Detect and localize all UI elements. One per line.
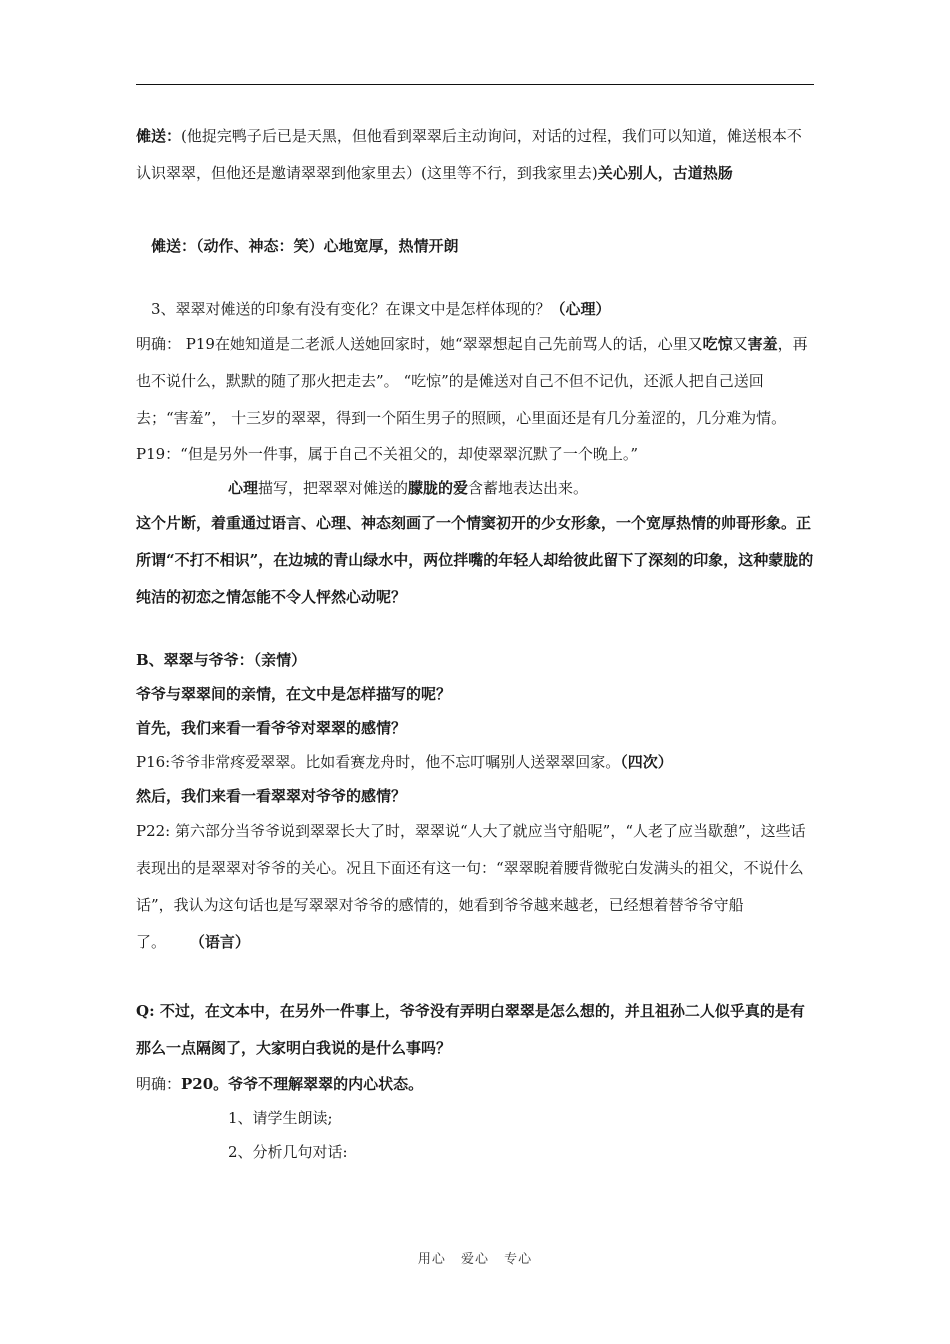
header-rule xyxy=(136,84,814,85)
paragraph-p19-quote: P19：“但是另外一件事，属于自己不关祖父的，却使翠翠沉默了一个晚上。” xyxy=(136,445,639,463)
paragraph-nuosong-2: 傩送：（动作、神态：笑）心地宽厚，热情开朗 xyxy=(151,237,459,255)
paragraph-summary: 这个片断，着重通过语言、心理、神态刻画了一个情窦初开的少女形象，一个宽厚热情的帅哥形象。正所谓“不打不相识”，在边城的青山绿水中，两位拌嘴的年轻人却给彼此留下了深刻的印象，这种蒙胧的纯洁的初恋之情怎能不令人怦然心动呢？ xyxy=(136,514,814,606)
footer-text-2: 爱心 xyxy=(460,1252,489,1267)
paragraph-p22: P22: 第六部分当爷爷说到翠翠长大了时，翠翠说“人大了就应当守船呢”，“人老了应当歇憩”，这些话表现出的是翠翠对爷爷的关心。况且下面还有这一句：“翠翠睨着腰背微驼白发满头的祖父，不说什么话”，我认为这句话也是写翠翠对爷爷的感情的，她看到爷爷越来越老，已经想着替爷爷守船了。 （语言） xyxy=(136,822,806,951)
section-heading-b: B、翠翠与爷爷：（亲情） xyxy=(136,651,307,669)
paragraph-nuosong-1: 傩送：(他捉完鸭子后已是天黑，但他看到翠翠后主动询问，对话的过程，我们可以知道，傩送根本不认识翠翠，但他还是邀请翠翠到他家里去）(这里等不行，到我家里去)关心别人，古道热肠 xyxy=(136,127,802,182)
page-footer xyxy=(0,1248,950,1267)
paragraph-p20: 明确：P20。爷爷不理解翠翠的内心状态。 xyxy=(136,1075,424,1093)
list-item-2: 2、分析几句对话: xyxy=(228,1143,348,1161)
question-cuicui-feeling: 然后，我们来看一看翠翠对爷爷的感情？ xyxy=(136,787,407,805)
question-q: Q: 不过，在文本中，在另外一件事上，爷爷没有弄明白翠翠是怎么想的，并且祖孙二人似乎真的是有那么一点隔阂了，大家明白我说的是什么事吗？ xyxy=(136,1002,805,1057)
footer-text-1: 用心 xyxy=(417,1252,446,1267)
document-body xyxy=(136,118,816,1169)
paragraph-answer-p19: 明确： P19在她知道是二老派人送她回家时，她“翠翠想起自己先前骂人的话，心里又吃惊又害羞，再也不说什么，默默的随了那火把走去”。 “吃惊”的是傩送对自己不但不记仇，还派人把自己送回去；“害羞”， 十三岁的翠翠，得到一个陌生男子的照顾，心里面还是有几分羞涩的，几分难为情。 xyxy=(136,335,808,427)
paragraph-psychology: 心理描写，把翠翠对傩送的朦胧的爱含蓄地表达出来。 xyxy=(228,479,589,497)
question-3: 3、翠翠对傩送的印象有没有变化？在课文中是怎样体现的？（心理） xyxy=(151,300,611,318)
question-grandpa-feeling: 首先，我们来看一看爷爷对翠翠的感情？ xyxy=(136,719,407,737)
question-family-love: 爷爷与翠翠间的亲情，在文中是怎样描写的呢？ xyxy=(136,685,452,703)
footer-text-3: 专心 xyxy=(504,1252,533,1267)
paragraph-p16: P16:爷爷非常疼爱翠翠。比如看赛龙舟时，他不忘叮嘱别人送翠翠回家。（四次） xyxy=(136,753,673,771)
list-item-1: 1、请学生朗读; xyxy=(228,1109,333,1127)
